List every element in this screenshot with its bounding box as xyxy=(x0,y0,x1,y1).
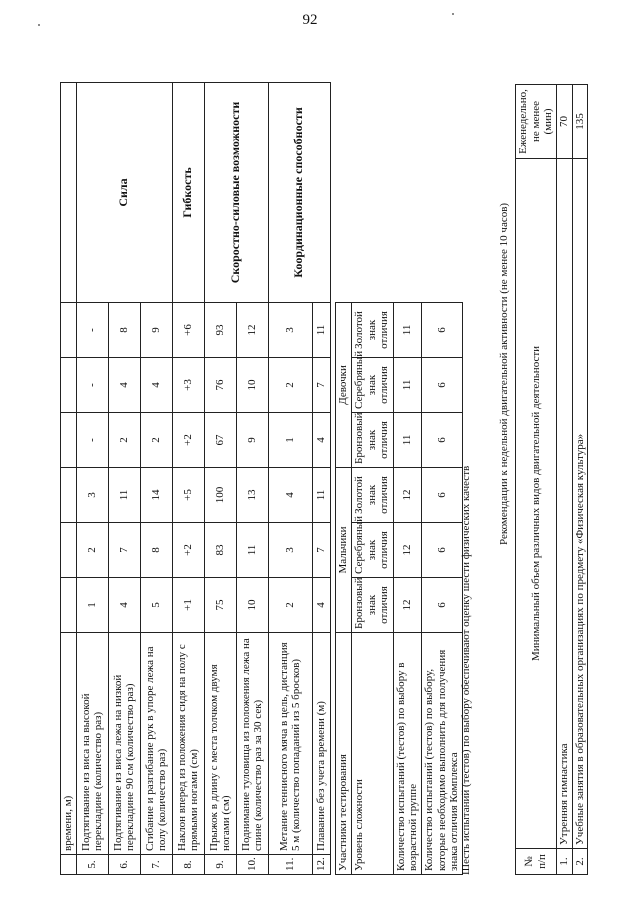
table-row: 9. Прыжок в длину с места толчком двумя ногами (см) 75 83 100 67 76 93 Скоростно-силовые возможности xyxy=(204,83,236,875)
badge-header: Бронзовый знак отличия xyxy=(351,412,393,467)
table-row: Количество испытаний (тестов) по выбору, которые необходимо выполнить для получения знака отличия Комплекса 6 6 6 6 6 6 xyxy=(421,82,462,874)
boys-label: Мальчики xyxy=(336,467,352,632)
badges-table xyxy=(335,82,463,875)
badge-header: Серебряный знак отличия xyxy=(351,523,393,578)
top-fragment: времени, м) xyxy=(61,633,77,855)
badge-header: Золотой знак отличия xyxy=(351,302,393,357)
recommendations-title: Рекомендации к недельной двигательной активности (не менее 10 часов) xyxy=(498,202,510,545)
table-row: 11. Метание теннисного мяча в цель, дистанция 5 м (количество попаданий из 5 бросков) 2 3 4 1 2 3 Координационные способности xyxy=(268,83,312,875)
group-speed-strength: Скоростно-силовые возможности xyxy=(204,83,268,303)
group-strength: Сила xyxy=(76,83,172,303)
scan-speck xyxy=(38,24,40,26)
badge-header: Золотой знак отличия xyxy=(351,467,393,522)
girls-label: Девочки xyxy=(336,302,352,467)
rotated-page-content xyxy=(60,15,640,875)
table-row: 8. Наклон вперед из положения сидя на полу с прямыми ногами (см) +1 +2 +5 +2 +3 +6 Гибкость xyxy=(172,83,204,875)
activity-table xyxy=(515,84,588,875)
group-coordination: Координационные способности xyxy=(268,83,330,303)
table-row: 10. Поднимание туловища из положения лежа на спине (количество раз за 30 сек) 10 11 13 9 10 12 xyxy=(236,83,268,875)
table-row: 6. Подтягивание из виса лежа на низкой перекладине 90 см (количество раз) 4 7 11 2 4 8 xyxy=(108,83,140,875)
table-row: Количество испытаний (тестов) по выбору в возрастной группе 12 12 12 11 11 11 xyxy=(393,82,421,874)
group-flexibility: Гибкость xyxy=(172,83,204,303)
table-row: 5. Подтягивание из виса на высокой перекладине (количество раз) 1 2 3 - - - Сила xyxy=(76,83,108,875)
participants-label: Участники тестирования xyxy=(336,633,352,875)
header-num: № п/п xyxy=(516,849,557,875)
table-row: 7. Сгибание и разгибание рук в упоре лежа на полу (количество раз) 5 8 14 2 4 9 xyxy=(140,83,172,875)
table-row: 1. Утренняя гимнастика 70 xyxy=(556,85,572,875)
badge-header: Бронзовый знак отличия xyxy=(351,578,393,633)
tests-table xyxy=(60,82,331,875)
page-number: 92 xyxy=(302,12,318,28)
badge-header: Серебряный знак отличия xyxy=(351,357,393,412)
difficulty-label: Уровень сложности xyxy=(351,633,393,875)
header-weekly: Еженедельно, не менее (мин) xyxy=(516,85,557,159)
header-activity: Минимальный объем различных видов двигательной деятельности xyxy=(516,159,557,849)
achievement-note: Шесть испытаний (тестов) по выбору обеспечивают оценку шести физических качеств xyxy=(460,465,472,875)
table-row: 2. Учебные занятия в образовательных организациях по предмету «Физическая культура» 135 xyxy=(572,85,588,875)
table-row-fragment xyxy=(61,83,77,875)
table-row: 12. Плавание без учета времени (м) 4 7 11 4 7 11 xyxy=(312,83,330,875)
